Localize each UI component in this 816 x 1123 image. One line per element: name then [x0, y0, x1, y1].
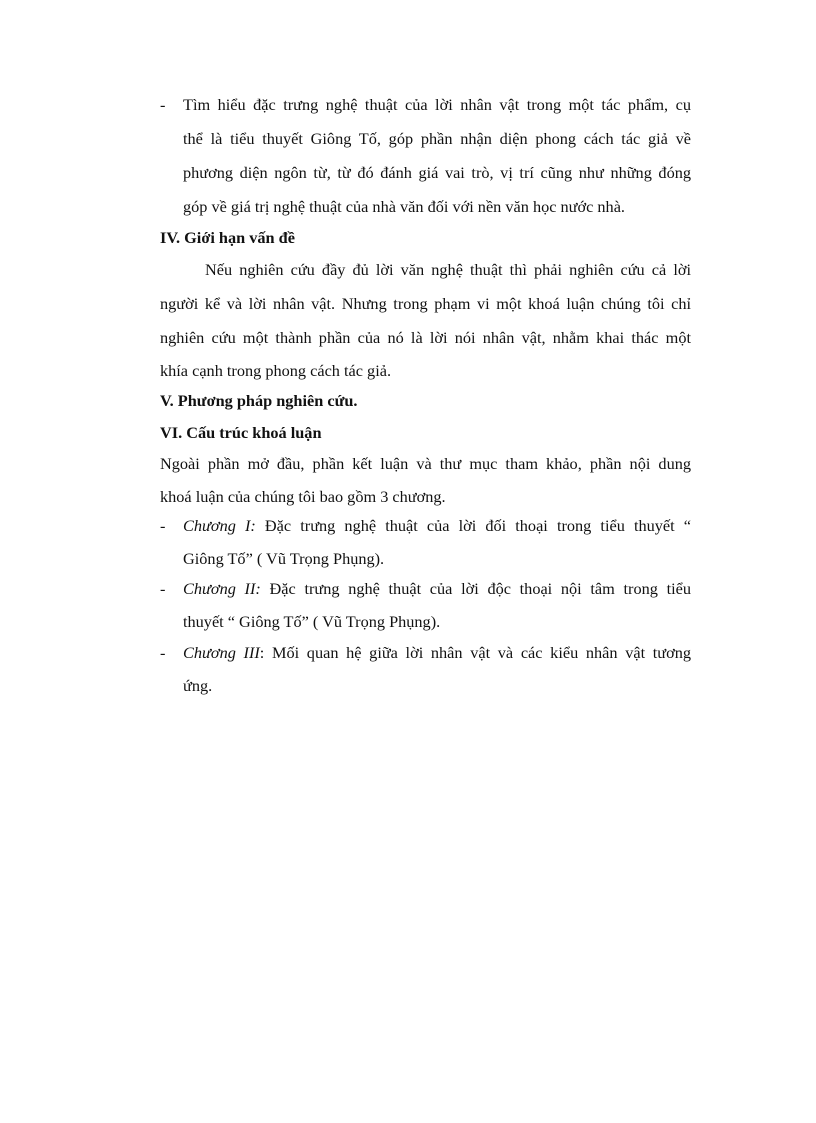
chapter-label: Chương II:	[183, 579, 261, 598]
bullet-line: Tìm hiểu đặc trưng nghệ thuật của lời nhân vật trong một tác phẩm, cụ	[183, 95, 691, 114]
chapter-line	[183, 641, 691, 665]
chapter-text: : Mối quan hệ giữa lời nhân vật và các kiểu nhân vật tương	[259, 643, 692, 662]
bullet-line: phương diện ngôn từ, từ đó đánh giá vai trò, vị trí cũng như những đóng	[183, 163, 691, 182]
chapter-line: Giông Tố” ( Vũ Trọng Phụng).	[183, 549, 385, 568]
chapter-label: Chương I:	[183, 516, 256, 535]
paragraph-line: Ngoài phần mở đầu, phần kết luận và thư mục tham khảo, phần nội dung	[160, 454, 691, 473]
bullet-line: góp về giá trị nghệ thuật của nhà văn đối với nền văn học nước nhà.	[183, 197, 625, 216]
chapter-line: thuyết “ Giông Tố” ( Vũ Trọng Phụng).	[183, 612, 441, 631]
paragraph-line: khía cạnh trong phong cách tác giả.	[160, 361, 392, 380]
paragraph-line: nghiên cứu một thành phần của nó là lời nói nhân vật, nhằm khai thác một	[160, 328, 691, 347]
paragraph-line: người kể và lời nhân vật. Nhưng trong phạm vi một khoá luận chúng tôi chỉ	[160, 294, 691, 313]
bullet-line: thể là tiểu thuyết Giông Tố, góp phần nhận diện phong cách tác giả về	[183, 129, 691, 148]
section-vi-heading: VI. Cấu trúc khoá luận	[160, 423, 322, 442]
chapter-line: ứng.	[183, 676, 213, 695]
chapter-text: Đặc trưng nghệ thuật của lời đối thoại trong tiểu thuyết “	[255, 516, 691, 535]
chapter-line	[183, 514, 691, 538]
chapter-label: Chương III	[183, 643, 260, 662]
chapter-bullet	[160, 641, 691, 701]
bullet-dash: -	[160, 579, 166, 598]
chapter-line	[183, 577, 691, 601]
bullet-dash: -	[160, 643, 166, 662]
chapter-bullet	[160, 514, 691, 574]
bullet-dash: -	[160, 95, 166, 114]
paragraph-line: khoá luận của chúng tôi bao gồm 3 chương.	[160, 487, 446, 506]
chapter-text: Đặc trưng nghệ thuật của lời độc thoại nội tâm trong tiểu	[260, 579, 692, 598]
objective-bullet	[160, 93, 691, 216]
paragraph-line: Nếu nghiên cứu đầy đủ lời văn nghệ thuật thì phải nghiên cứu cả lời	[205, 260, 691, 279]
bullet-dash: -	[160, 516, 166, 535]
section-v-heading: V. Phương pháp nghiên cứu.	[160, 391, 358, 410]
chapter-bullet	[160, 577, 691, 637]
section-iv-heading: IV. Giới hạn vấn đề	[160, 228, 295, 247]
